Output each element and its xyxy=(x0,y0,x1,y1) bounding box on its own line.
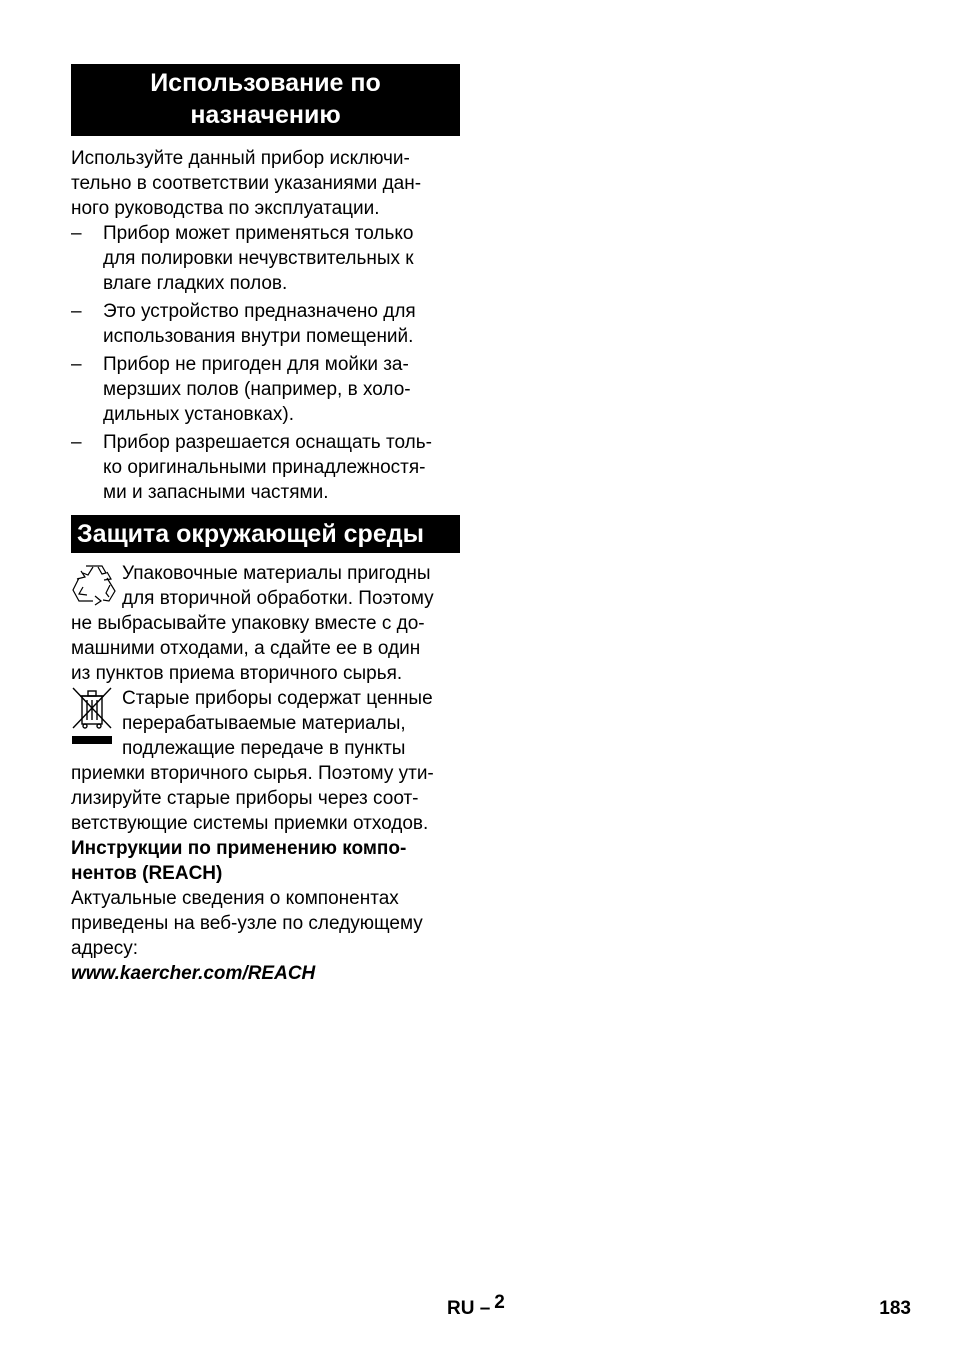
bullet-item xyxy=(71,430,460,505)
reach-paragraph xyxy=(71,886,460,961)
text-line: ного руководства по эксплуатации. xyxy=(71,198,380,219)
text-line: из пунктов приема вторичного сырья. xyxy=(71,663,403,684)
text-line: Старые приборы содержат ценные xyxy=(122,688,433,709)
text-line: лизируйте старые приборы через соот- xyxy=(71,788,419,809)
text-line: Это устройство предназначено для xyxy=(103,301,416,322)
text-line: ми и запасными частями. xyxy=(103,482,329,503)
recycling-icon xyxy=(71,561,117,612)
text-line: Прибор может применяться только xyxy=(103,223,414,244)
reach-link[interactable]: www.kaercher.com/REACH xyxy=(71,963,316,984)
text-line: Инструкции по применению компо- xyxy=(71,838,407,859)
text-line: нентов (REACH) xyxy=(71,863,223,884)
text-line: Актуальные сведения о компонентах xyxy=(71,888,399,909)
footer-lang-page-number: 2 xyxy=(494,1292,505,1313)
text-line: тельно в соответствии указаниями дан- xyxy=(71,173,422,194)
section-title-environment: Защита окружающей среды xyxy=(71,515,460,553)
title-line: Использование по xyxy=(150,69,381,97)
section-title-intended-use xyxy=(71,64,460,136)
packaging-paragraph xyxy=(71,561,460,686)
crossed-out-bin-icon xyxy=(71,686,113,755)
bullet-dash: – xyxy=(71,301,82,322)
text-line: перерабатываемые материалы, xyxy=(122,713,406,734)
text-line: Прибор не пригоден для мойки за- xyxy=(103,354,409,375)
text-line: мерзших полов (например, в холо- xyxy=(103,379,411,400)
bullet-dash: – xyxy=(71,223,82,244)
text-line: Упаковочные материалы пригодны xyxy=(122,563,431,584)
title-line: назначению xyxy=(190,101,341,129)
text-line: для вторичной обработки. Поэтому xyxy=(122,588,434,609)
bullet-dash: – xyxy=(71,354,82,375)
page-number: 183 xyxy=(879,1298,911,1319)
text-line: ко оригинальными принадлежностя- xyxy=(103,457,426,478)
footer-lang: RU – xyxy=(447,1298,491,1319)
bullet-item xyxy=(71,221,460,296)
intro-paragraph xyxy=(71,146,460,221)
text-line: использования внутри помещений. xyxy=(103,326,414,347)
old-devices-paragraph xyxy=(71,686,460,836)
text-line: машними отходами, а сдайте ее в один xyxy=(71,638,421,659)
text-line: приведены на веб-узле по следующему xyxy=(71,913,423,934)
text-line: влаге гладких полов. xyxy=(103,273,288,294)
text-line: приемки вторичного сырья. Поэтому ути- xyxy=(71,763,434,784)
bullet-dash: – xyxy=(71,432,82,453)
text-line: ветствующие системы приемки отходов. xyxy=(71,813,429,834)
text-line: подлежащие передаче в пункты xyxy=(122,738,406,759)
footer-language-page xyxy=(447,1292,505,1320)
bullet-item xyxy=(71,352,460,427)
text-line: адресу: xyxy=(71,938,139,959)
content-column xyxy=(71,64,460,986)
text-line: не выбрасывайте упаковку вместе с до- xyxy=(71,613,425,634)
text-line: Прибор разрешается оснащать толь- xyxy=(103,432,432,453)
bullet-item xyxy=(71,299,460,349)
text-line: Используйте данный прибор исключи- xyxy=(71,148,410,169)
reach-heading xyxy=(71,836,460,886)
text-line: для полировки нечувствительных к xyxy=(103,248,414,269)
text-line: дильных установках). xyxy=(103,404,295,425)
